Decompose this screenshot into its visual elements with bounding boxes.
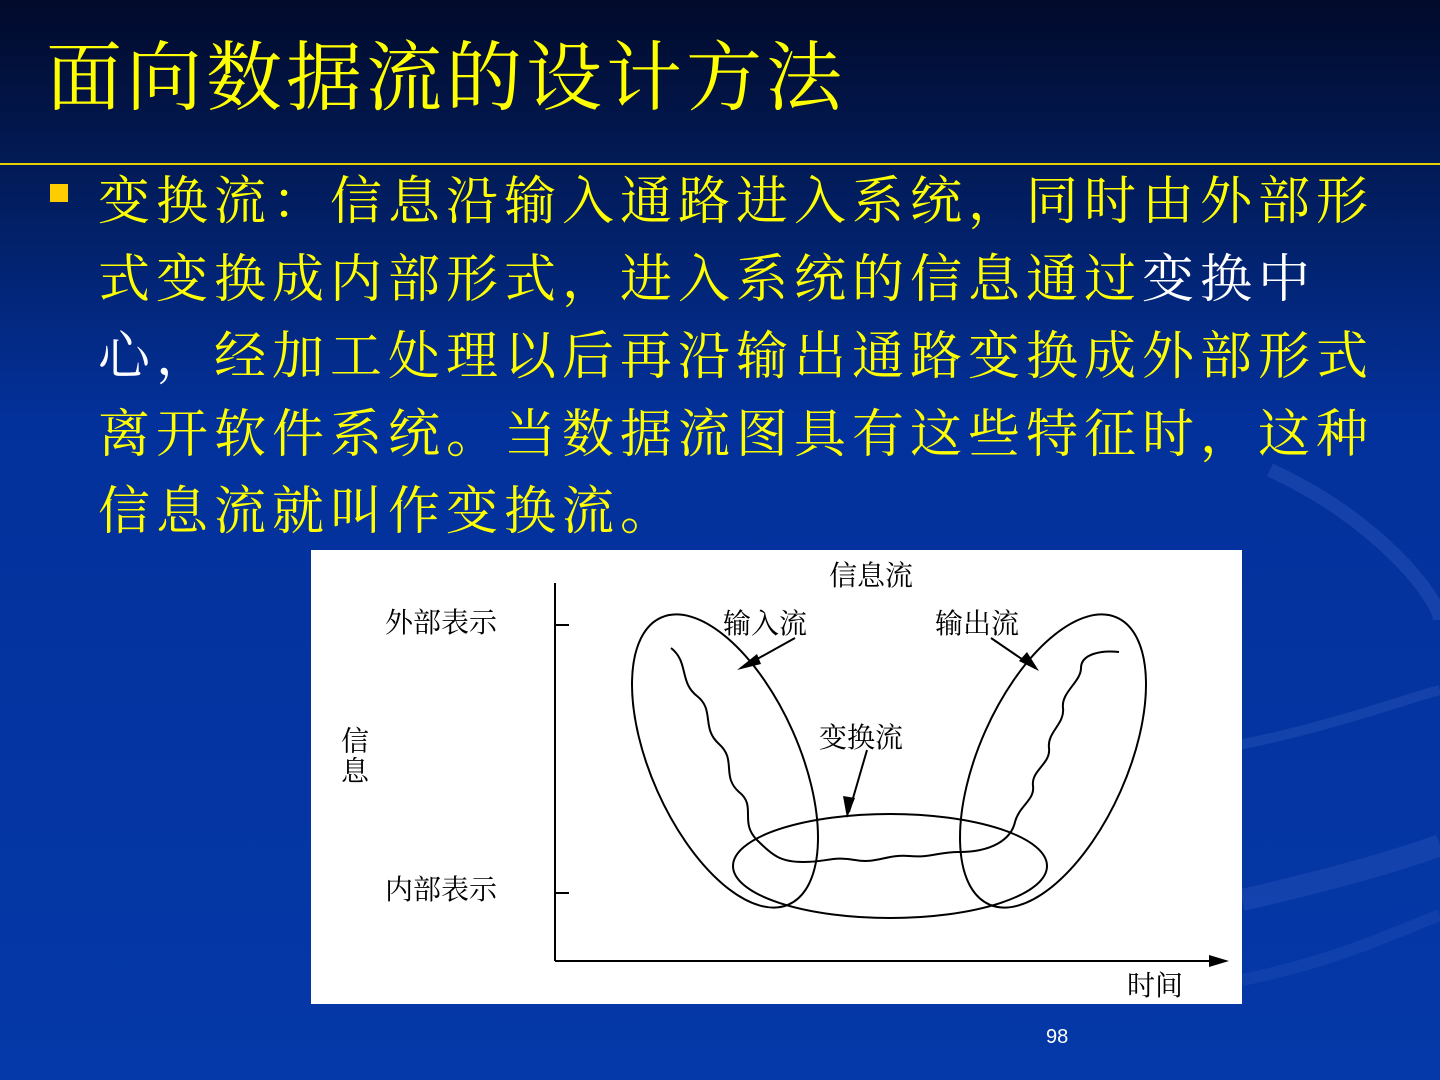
bullet-text (98, 164, 1388, 552)
tick-label-external: 外部表示 (385, 606, 498, 639)
y-axis-label: 信息 (337, 726, 370, 786)
information-curve (671, 648, 1119, 862)
output-flow-label: 输出流 (935, 607, 1020, 640)
page-number: 98 (1046, 1026, 1069, 1048)
bullet-text-part1: 变换流：信息沿输入通路进入系统，同时由外部形式变换成内部形式，进入系统的信息通过 (98, 172, 1375, 310)
slide-title: 面向数据流的设计方法 (46, 33, 846, 122)
x-axis-arrow-icon (1209, 955, 1229, 967)
bullet-text-highlight: 变换中心， (98, 249, 1317, 387)
input-flow-label: 输入流 (723, 607, 808, 640)
bullet-text-part2: 经加工处理以后再沿输出通路变换成外部形式离开软件系统。当数据流图具有这些特征时，这种信息流就叫作变换流。 (98, 327, 1375, 542)
transform-ellipse (733, 814, 1047, 918)
figure-title: 信息流 (829, 559, 914, 592)
transform-flow-label: 变换流 (819, 721, 904, 754)
tick-label-internal: 内部表示 (385, 873, 498, 906)
square-bullet-icon (50, 184, 68, 202)
input-pointer-arrow-icon (737, 654, 761, 670)
transform-flow-figure (311, 550, 1242, 1004)
x-axis-label: 时间 (1127, 969, 1184, 1002)
